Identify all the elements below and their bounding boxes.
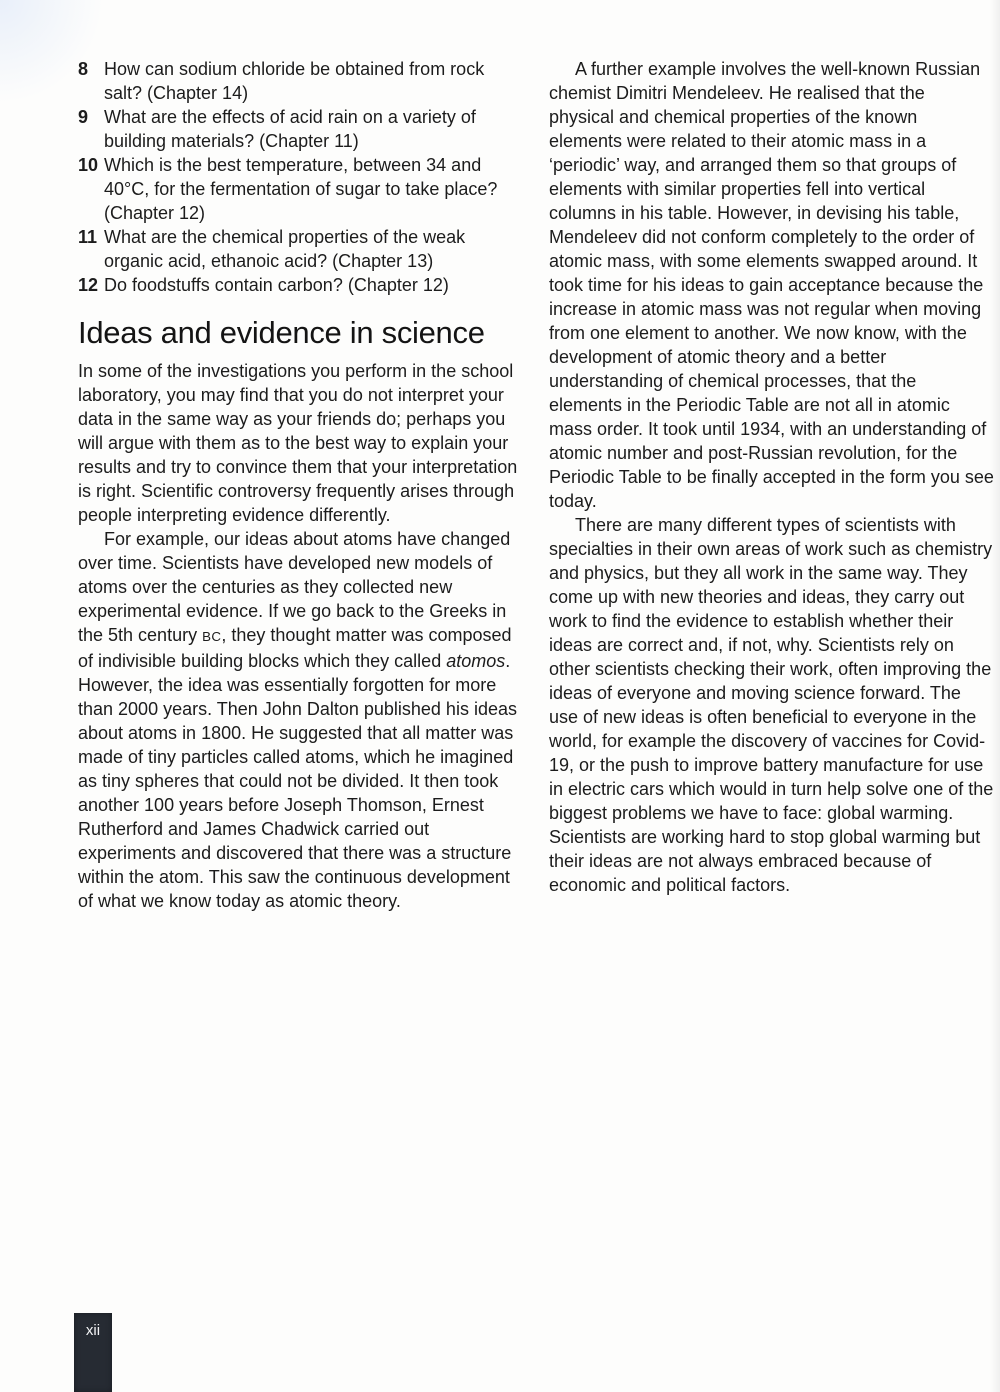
italic-term-atomos: atomos bbox=[446, 651, 506, 671]
paragraph-segment: For example, our ideas about atoms have changed over time. Scientists have developed new models of atoms over the centuries as they collected new experimental evidence. If we go back to the Greeks in the 5th century bbox=[78, 529, 511, 645]
paragraph: There are many different types of scientists with specialties in their own areas of work such as chemistry and physics, but they all work in the same way. They come up with new theories and ideas, they carry out work to find the evidence to establish whether their ideas are correct and, if not, why. Scientists rely on other scientists checking their work, often improving the ideas of everyone and moving science forward. The use of new ideas is often beneficial to everyone in the world, for example the discovery of vaccines for Covid-19, or the push to improve battery manufacture for use in electric cars which would in turn help solve one of the biggest problems we have to face: global warming. Scientists are working hard to stop global warming but their ideas are not always embraced because of economic and political factors. bbox=[549, 515, 994, 895]
list-item-text: Which is the best temperature, between 34 and 40°C, for the fermentation of sugar to take place? (Chapter 12) bbox=[104, 155, 498, 223]
list-item-number: 9 bbox=[78, 107, 89, 127]
list-item-text: What are the effects of acid rain on a variety of building materials? (Chapter 11) bbox=[104, 107, 476, 151]
list-item-text: How can sodium chloride be obtained from rock salt? (Chapter 14) bbox=[104, 59, 485, 103]
list-item bbox=[78, 57, 523, 105]
paragraph: In some of the investigations you perform in the school laboratory, you may find that you do not interpret your data in the same way as your friends do; perhaps you will argue with them as to the best way to explain your results and try to convince them that your interpretation is right. Scientific controversy frequently arises through people interpreting evidence differently. bbox=[78, 361, 518, 525]
paragraph-segment: . However, the idea was essentially forgotten for more than 2000 years. Then John Dalton published his ideas about atoms in 1800. He suggested that all matter was made of tiny particles called atoms, which he imagined as tiny spheres that could not be divided. It then took another 100 years before Joseph Thomson, Ernest Rutherford and James Chadwick carried out experiments and discovered that there was a structure within the atom. This saw the continuous development of what we know today as atomic theory. bbox=[78, 651, 517, 911]
list-item bbox=[78, 153, 523, 225]
list-item-text: Do foodstuffs contain carbon? (Chapter 12) bbox=[104, 275, 449, 295]
question-list bbox=[78, 57, 523, 297]
list-item-text: What are the chemical properties of the weak organic acid, ethanoic acid? (Chapter 13) bbox=[104, 227, 466, 271]
paragraph-segment: , they thought matter was composed of indivisible building blocks which they called bbox=[78, 625, 512, 671]
list-item-number: 10 bbox=[78, 155, 99, 175]
page-number: xii bbox=[85, 1322, 101, 1339]
left-column bbox=[78, 57, 523, 913]
section-heading: Ideas and evidence in science bbox=[78, 315, 485, 350]
right-column bbox=[549, 57, 994, 913]
paragraph bbox=[78, 527, 523, 913]
list-item-number: 8 bbox=[78, 59, 89, 79]
list-item bbox=[78, 225, 523, 273]
list-item bbox=[78, 273, 523, 297]
list-item-number: 11 bbox=[78, 227, 98, 247]
page-number-tab bbox=[74, 1313, 112, 1392]
paragraph: A further example involves the well-known Russian chemist Dimitri Mendeleev. He realised that the physical and chemical properties of the known elements were related to their atomic mass in a ‘periodic’ way, and arranged them so that groups of elements with similar properties fell into vertical columns in his table. However, in devising his table, Mendeleev did not conform completely to the order of atomic mass, with some elements swapped around. It took time for his ideas to gain acceptance because the increase in atomic mass was not regular when moving from one element to another. We now know, with the development of atomic theory and a better understanding of chemical processes, that the elements in the Periodic Table are not all in atomic mass order. It took until 1934, with an understanding of atomic number and post-Russian revolution, for the Periodic Table to be finally accepted in the form you see today. bbox=[549, 59, 994, 511]
list-item bbox=[78, 105, 523, 153]
smallcaps-bc: BC bbox=[202, 629, 222, 644]
list-item-number: 12 bbox=[78, 275, 99, 295]
